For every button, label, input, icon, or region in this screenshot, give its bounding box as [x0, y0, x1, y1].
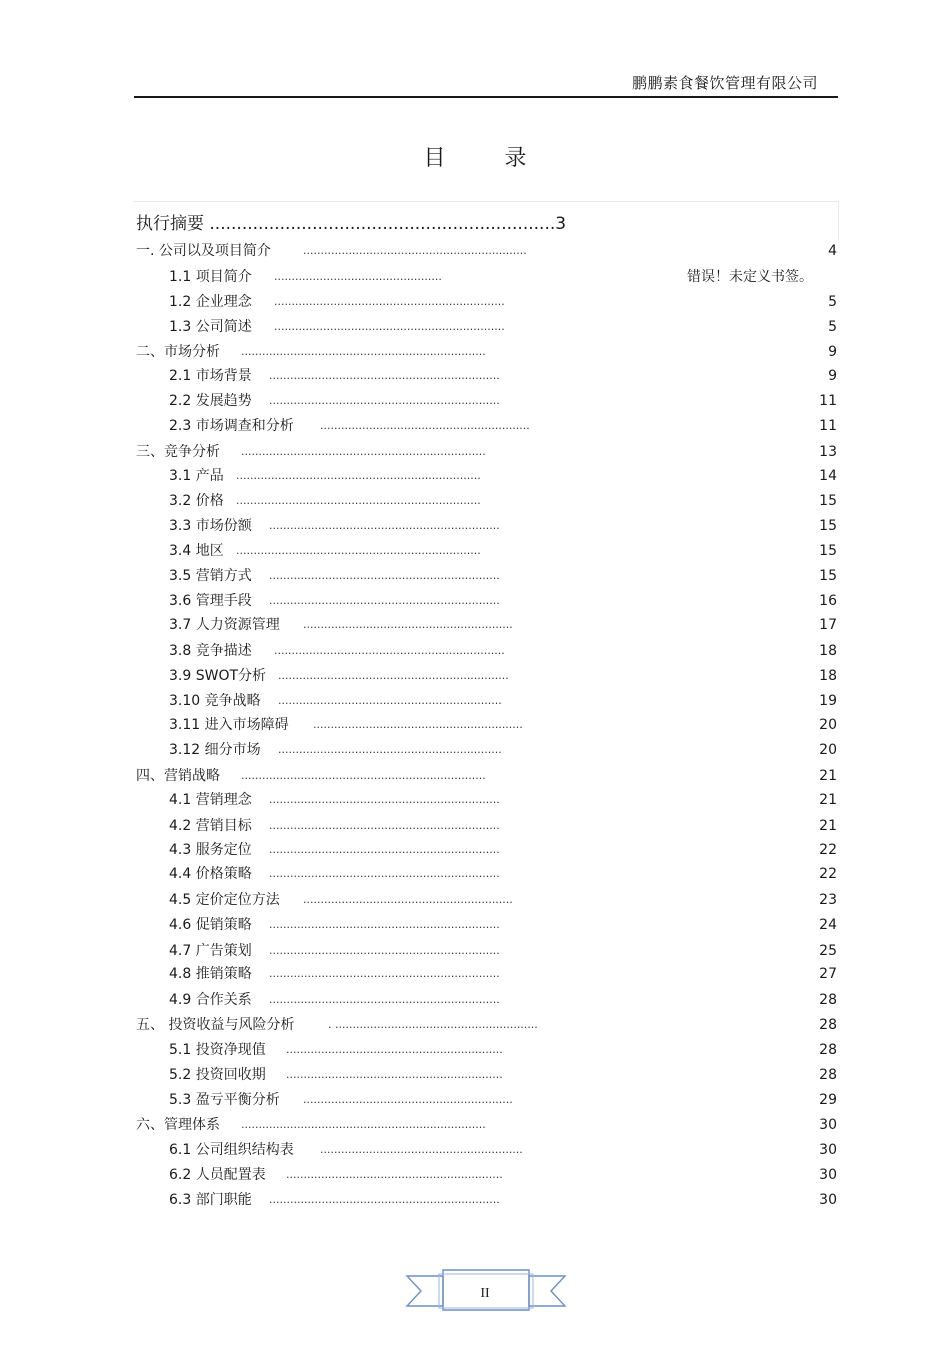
toc-entry-leader-dots: . .......................................................... [328, 1018, 538, 1031]
toc-entry-label: 四、营销战略 [136, 768, 220, 784]
toc-entry[interactable] [0, 890, 950, 910]
toc-entry[interactable] [0, 715, 950, 735]
toc-entry-label: 3.11 进入市场障碍 [169, 717, 289, 733]
toc-entry-page-number: 19 [819, 693, 837, 709]
toc-entry[interactable] [0, 1115, 950, 1135]
toc-entry-page-number: 5 [828, 319, 837, 335]
toc-entry-leader-dots: .............................................................. [286, 1168, 503, 1181]
toc-entry-label: 6.1 公司组织结构表 [169, 1142, 294, 1158]
toc-entry[interactable] [0, 317, 950, 337]
toc-entry-leader-dots: ...................................................................... [241, 1118, 486, 1131]
toc-entry-page-number: 18 [819, 668, 837, 684]
toc-entry-leader-dots: ...................................................................... [236, 544, 481, 557]
toc-entry-page-number: 错误！未定义书签。 [687, 269, 813, 285]
toc-entry-leader-dots: ................................................................ [303, 244, 527, 257]
toc-entry-page-number: 22 [819, 842, 837, 858]
toc-entry-leader-dots: .................................................................. [269, 843, 500, 856]
toc-entry-leader-dots: ...................................................................... [241, 445, 486, 458]
toc-entry[interactable] [0, 840, 950, 860]
toc-entry-label: 3.3 市场份额 [169, 518, 252, 534]
toc-entry-leader-dots: .................................................................. [274, 320, 505, 333]
toc-entry-leader-dots: .................................................................. [274, 295, 505, 308]
toc-entry[interactable] [0, 1190, 950, 1210]
toc-entry-leader-dots: .............................................................. [286, 1068, 503, 1081]
toc-entry-leader-dots: .................................................................. [269, 918, 500, 931]
toc-entry-label: 3.5 营销方式 [169, 568, 252, 584]
toc-entry-page-number: 4 [828, 243, 837, 259]
toc-entry-page-number: 17 [819, 617, 837, 633]
toc-entry[interactable] [0, 566, 950, 586]
toc-entry[interactable] [0, 941, 950, 961]
toc-entry-label: 6.3 部门职能 [169, 1192, 252, 1208]
toc-entry[interactable] [0, 740, 950, 760]
toc-entry[interactable] [0, 241, 950, 261]
toc-entry[interactable] [0, 491, 950, 511]
toc-entry[interactable] [0, 864, 950, 884]
toc-entry-label: 2.2 发展趋势 [169, 393, 252, 409]
toc-entry-leader-dots: ...................................................................... [236, 494, 481, 507]
toc-entry-label: 二、市场分析 [136, 344, 220, 360]
toc-entry-page-number: 25 [819, 943, 837, 959]
toc-entry[interactable] [0, 1040, 950, 1060]
toc-entry-label: 4.7 广告策划 [169, 943, 252, 959]
toc-entry-label: 五、 投资收益与风险分析 [136, 1017, 295, 1033]
toc-entry-label: 2.3 市场调查和分析 [169, 418, 294, 434]
toc-entry-leader-dots: ...................................................................... [236, 469, 481, 482]
toc-entry-leader-dots: .................................................................. [269, 369, 500, 382]
toc-entry-leader-dots: .................................................................. [278, 669, 509, 682]
toc-entry-executive-summary[interactable]: 执行摘要 ................................................................3 [136, 214, 567, 234]
toc-entry-label: 4.3 服务定位 [169, 842, 252, 858]
toc-entry-leader-dots: .................................................................. [269, 793, 500, 806]
toc-entry-label: 5.3 盈亏平衡分析 [169, 1092, 280, 1108]
toc-entry-label: 5.1 投资净现值 [169, 1042, 266, 1058]
toc-entry-label: 3.10 竞争战略 [169, 693, 261, 709]
toc-entry-label: 4.5 定价定位方法 [169, 892, 280, 908]
toc-entry-label: 六、管理体系 [136, 1117, 220, 1133]
toc-entry[interactable] [0, 267, 950, 287]
toc-entry-label: 4.1 营销理念 [169, 792, 252, 808]
toc-entry-label: 一. 公司以及项目简介 [136, 243, 271, 259]
toc-entry-page-number: 24 [819, 917, 837, 933]
toc-entry-label: 1.3 公司简述 [169, 319, 252, 335]
header-rule [134, 96, 838, 98]
toc-entry-page-number: 29 [819, 1092, 837, 1108]
toc-entry-label: 3.6 管理手段 [169, 593, 252, 609]
toc-entry-leader-dots: ............................................................ [303, 618, 513, 631]
toc-entry-page-number: 13 [819, 444, 837, 460]
toc-entry-leader-dots: .......................................................... [320, 1143, 523, 1156]
toc-entry-page-number: 30 [819, 1192, 837, 1208]
toc-entry-leader-dots: ...................................................................... [241, 769, 486, 782]
toc-entry[interactable] [0, 1165, 950, 1185]
toc-entry-leader-dots: ...................................................................... [241, 345, 486, 358]
toc-entry-leader-dots: .................................................................. [269, 569, 500, 582]
toc-entry[interactable] [0, 342, 950, 362]
toc-entry-page-number: 11 [819, 393, 837, 409]
toc-entry-label: 4.8 推销策略 [169, 966, 252, 982]
toc-entry-label: 5.2 投资回收期 [169, 1067, 266, 1083]
toc-entry-leader-dots: .................................................................. [269, 944, 500, 957]
toc-entry-leader-dots: .................................................................. [269, 519, 500, 532]
toc-entry-leader-dots: .................................................................. [269, 967, 500, 980]
toc-entry[interactable] [0, 541, 950, 561]
toc-entry-leader-dots: .................................................................. [269, 819, 500, 832]
toc-entry[interactable] [0, 442, 950, 462]
toc-entry-label: 3.12 细分市场 [169, 742, 261, 758]
toc-entry-leader-dots: ............................................................ [303, 1093, 513, 1106]
toc-entry-label: 4.9 合作关系 [169, 992, 252, 1008]
toc-entry-page-number: 28 [819, 992, 837, 1008]
toc-entry[interactable] [0, 516, 950, 536]
header-company-name: 鹏鹏素食餐饮管理有限公司 [631, 74, 818, 92]
toc-entry-leader-dots: ............................................................ [320, 419, 530, 432]
toc-entry-page-number: 15 [819, 518, 837, 534]
toc-entry[interactable] [0, 615, 950, 635]
toc-entry-page-number: 28 [819, 1067, 837, 1083]
toc-entry[interactable] [0, 1065, 950, 1085]
toc-entry[interactable] [0, 641, 950, 661]
toc-entry[interactable] [0, 915, 950, 935]
toc-entry[interactable] [0, 666, 950, 686]
toc-entry-label: 1.2 企业理念 [169, 294, 252, 310]
toc-entry-label: 3.9 SWOT分析 [169, 668, 267, 684]
toc-entry[interactable] [0, 416, 950, 436]
toc-entry-leader-dots: .............................................................. [286, 1043, 503, 1056]
toc-entry[interactable] [0, 292, 950, 312]
toc-entry-page-number: 20 [819, 742, 837, 758]
toc-entry[interactable] [0, 391, 950, 411]
toc-entry-label: 6.2 人员配置表 [169, 1167, 266, 1183]
toc-entry-leader-dots: ............................................................ [303, 893, 513, 906]
toc-entry-leader-dots: .................................................................. [269, 594, 500, 607]
toc-entry-leader-dots: .................................................................. [269, 867, 500, 880]
toc-entry-page-number: 30 [819, 1117, 837, 1133]
toc-entry[interactable] [0, 790, 950, 810]
toc-entry[interactable] [0, 1140, 950, 1160]
toc-entry[interactable] [0, 691, 950, 711]
toc-entry-leader-dots: .................................................................. [269, 993, 500, 1006]
toc-entry-page-number: 18 [819, 643, 837, 659]
toc-entry-page-number: 21 [819, 768, 837, 784]
toc-entry-page-number: 20 [819, 717, 837, 733]
toc-entry[interactable] [0, 1090, 950, 1110]
toc-entry-leader-dots: ............................................................ [313, 718, 523, 731]
toc-entry[interactable] [0, 816, 950, 836]
toc-entry-page-number: 15 [819, 568, 837, 584]
toc-entry[interactable] [0, 1015, 950, 1035]
toc-entry-label: 4.2 营销目标 [169, 818, 252, 834]
toc-entry-page-number: 15 [819, 493, 837, 509]
toc-entry-label: 3.8 竞争描述 [169, 643, 252, 659]
toc-entry-label: 3.4 地区 [169, 543, 224, 559]
toc-entry[interactable] [0, 466, 950, 486]
toc-entry[interactable] [0, 591, 950, 611]
toc-entry[interactable] [0, 964, 950, 984]
toc-entry-leader-dots: ................................................................ [278, 694, 502, 707]
toc-entry-label: 4.4 价格策略 [169, 866, 252, 882]
toc-entry-leader-dots: ................................................................ [278, 743, 502, 756]
toc-entry-page-number: 9 [828, 344, 837, 360]
toc-entry-label: 3.2 价格 [169, 493, 224, 509]
toc-entry-page-number: 30 [819, 1167, 837, 1183]
toc-entry-page-number: 15 [819, 543, 837, 559]
toc-entry-page-number: 30 [819, 1142, 837, 1158]
toc-entry-leader-dots: .................................................................. [269, 1193, 500, 1206]
toc-entry-label: 2.1 市场背景 [169, 368, 252, 384]
toc-entry-page-number: 14 [819, 468, 837, 484]
toc-entry-page-number: 21 [819, 792, 837, 808]
toc-entry-label: 3.7 人力资源管理 [169, 617, 280, 633]
toc-entry-label: 4.6 促销策略 [169, 917, 252, 933]
toc-title: 目 录 [423, 146, 553, 171]
toc-entry-page-number: 27 [819, 966, 837, 982]
toc-entry-label: 1.1 项目简介 [169, 269, 252, 285]
toc-entry-page-number: 5 [828, 294, 837, 310]
toc-entry-page-number: 28 [819, 1017, 837, 1033]
toc-entry-label: 3.1 产品 [169, 468, 224, 484]
toc-entry[interactable] [0, 766, 950, 786]
footer-page-number: II [480, 1286, 490, 1301]
toc-entry-page-number: 23 [819, 892, 837, 908]
toc-entry-page-number: 28 [819, 1042, 837, 1058]
toc-entry-label: 三、竞争分析 [136, 444, 220, 460]
toc-entry-leader-dots: .................................................................. [274, 644, 505, 657]
toc-entry-page-number: 9 [828, 368, 837, 384]
toc-entry[interactable] [0, 990, 950, 1010]
toc-entry-leader-dots: ................................................ [274, 270, 442, 283]
toc-entry-leader-dots: .................................................................. [269, 394, 500, 407]
toc-entry[interactable] [0, 366, 950, 386]
toc-entry-page-number: 11 [819, 418, 837, 434]
toc-entry-page-number: 22 [819, 866, 837, 882]
toc-entry-page-number: 21 [819, 818, 837, 834]
toc-entry-page-number: 16 [819, 593, 837, 609]
